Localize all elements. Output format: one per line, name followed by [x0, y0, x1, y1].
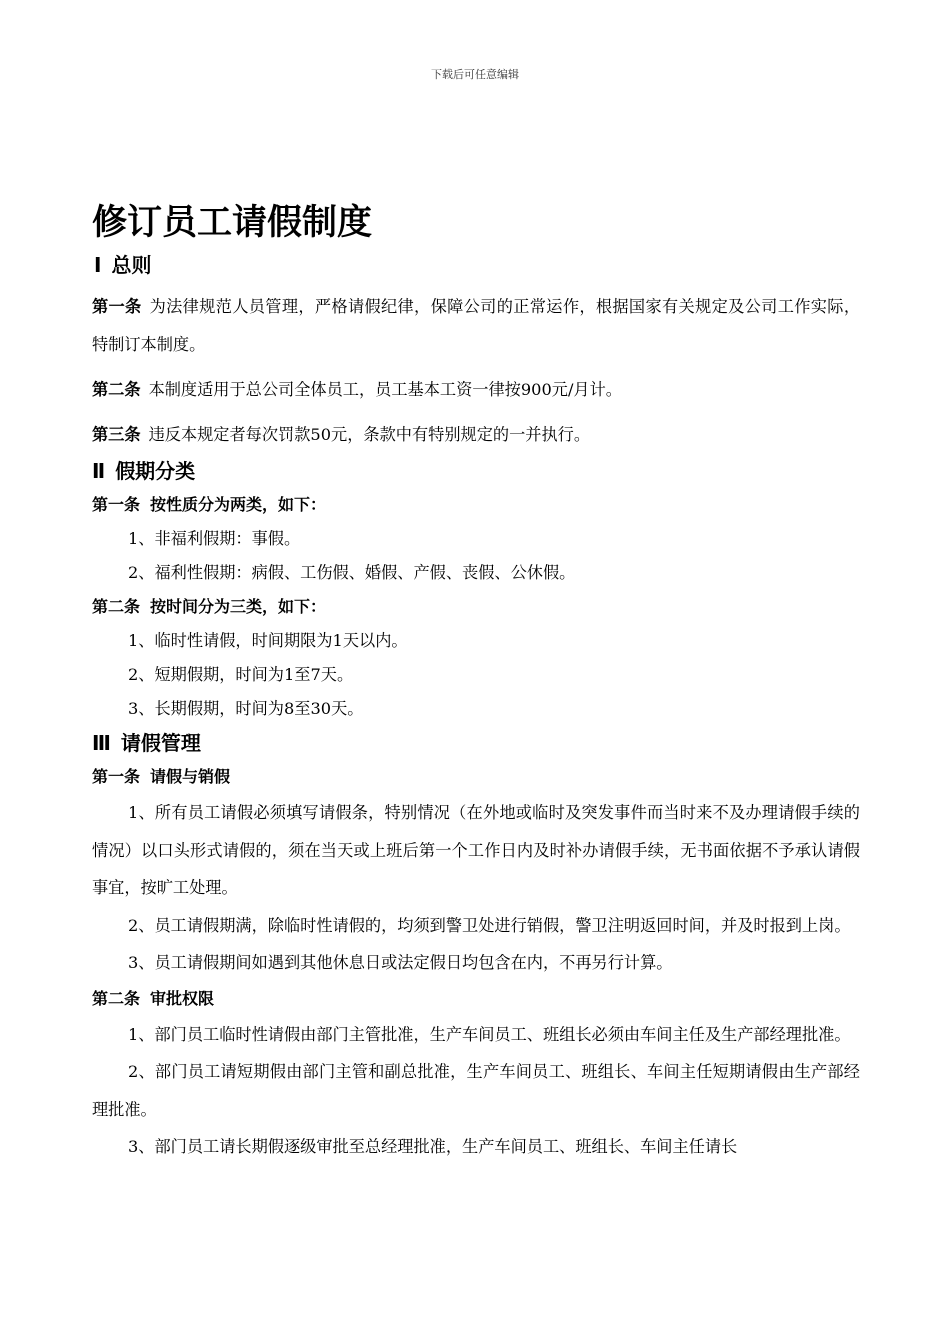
section-heading: [92, 726, 860, 760]
clause-paragraph: 2、部门员工请短期假由部门主管和副总批准，生产车间员工、班组长、车间主任短期请假由生产部经理批准。: [92, 1062, 860, 1119]
article-heading: [92, 760, 860, 794]
article-title: 按时间分为三类，如下：: [150, 597, 327, 616]
article-text: 为法律规范人员管理，严格请假纪律，保障公司的正常运作，根据国家有关规定及公司工作实际，特制订本制度。: [92, 297, 861, 354]
article-label: 第三条: [92, 425, 141, 444]
section-number: Ⅰ: [94, 253, 102, 277]
article-label: 第二条: [92, 597, 141, 616]
article-text: 本制度适用于总公司全体员工，员工基本工资一律按900元/月计。: [148, 380, 622, 399]
article-title: 按性质分为两类，如下：: [150, 495, 327, 514]
article-paragraph: [92, 416, 860, 454]
list-item: 3、长期假期，时间为8至30天。: [128, 699, 364, 718]
article-title: 请假与销假: [150, 767, 231, 786]
article-title: 审批权限: [150, 988, 215, 1008]
article-paragraph: [92, 371, 860, 409]
article-label: 第一条: [92, 297, 142, 316]
article-label: 第一条: [92, 767, 141, 786]
clause-paragraph: 1、部门员工临时性请假由部门主管批准，生产车间员工、班组长必须由车间主任及生产部经理批准。: [128, 1024, 851, 1044]
section-title: 假期分类: [115, 459, 196, 483]
article-heading: [92, 982, 860, 1016]
section-heading: [92, 454, 860, 488]
article-heading: [92, 590, 860, 624]
section-heading: [94, 248, 860, 282]
clause-paragraph: 3、员工请假期间如遇到其他休息日或法定假日均包含在内，不再另行计算。: [128, 953, 673, 972]
page-header-note: 下载后可任意编辑: [431, 68, 519, 81]
document-body: [92, 198, 860, 1166]
article-paragraph: [92, 288, 860, 364]
section-number: Ⅱ: [92, 459, 106, 483]
article-label: 第二条: [92, 988, 141, 1008]
document-title: 修订员工请假制度: [92, 203, 373, 243]
article-text: 违反本规定者每次罚款50元，条款中有特别规定的一并执行。: [148, 425, 591, 444]
clause-paragraph: 1、所有员工请假必须填写请假条，特别情况（在外地或临时及突发事件而当时来不及办理请假手续的情况）以口头形式请假的，须在当天或上班后第一个工作日内及时补办请假手续，无书面依据不予承认请假事宜，按旷工处理。: [92, 803, 860, 897]
article-label: 第二条: [92, 380, 141, 399]
section-number: Ⅲ: [92, 731, 111, 755]
list-item: 2、短期假期，时间为1至7天。: [128, 665, 354, 684]
article-label: 第一条: [92, 495, 141, 514]
clause-paragraph: 2、员工请假期满，除临时性请假的，均须到警卫处进行销假，警卫注明返回时间，并及时报到上岗。: [128, 915, 851, 935]
article-heading: [92, 488, 860, 522]
list-item: 2、福利性假期：病假、工伤假、婚假、产假、丧假、公休假。: [128, 563, 576, 582]
list-item: 1、非福利假期：事假。: [128, 529, 301, 548]
clause-paragraph: 3、部门员工请长期假逐级审批至总经理批准，生产车间员工、班组长、车间主任请长: [128, 1137, 738, 1156]
list-item: 1、临时性请假，时间期限为1天以内。: [128, 631, 408, 650]
section-title: 总则: [111, 253, 152, 277]
section-title: 请假管理: [120, 731, 201, 755]
